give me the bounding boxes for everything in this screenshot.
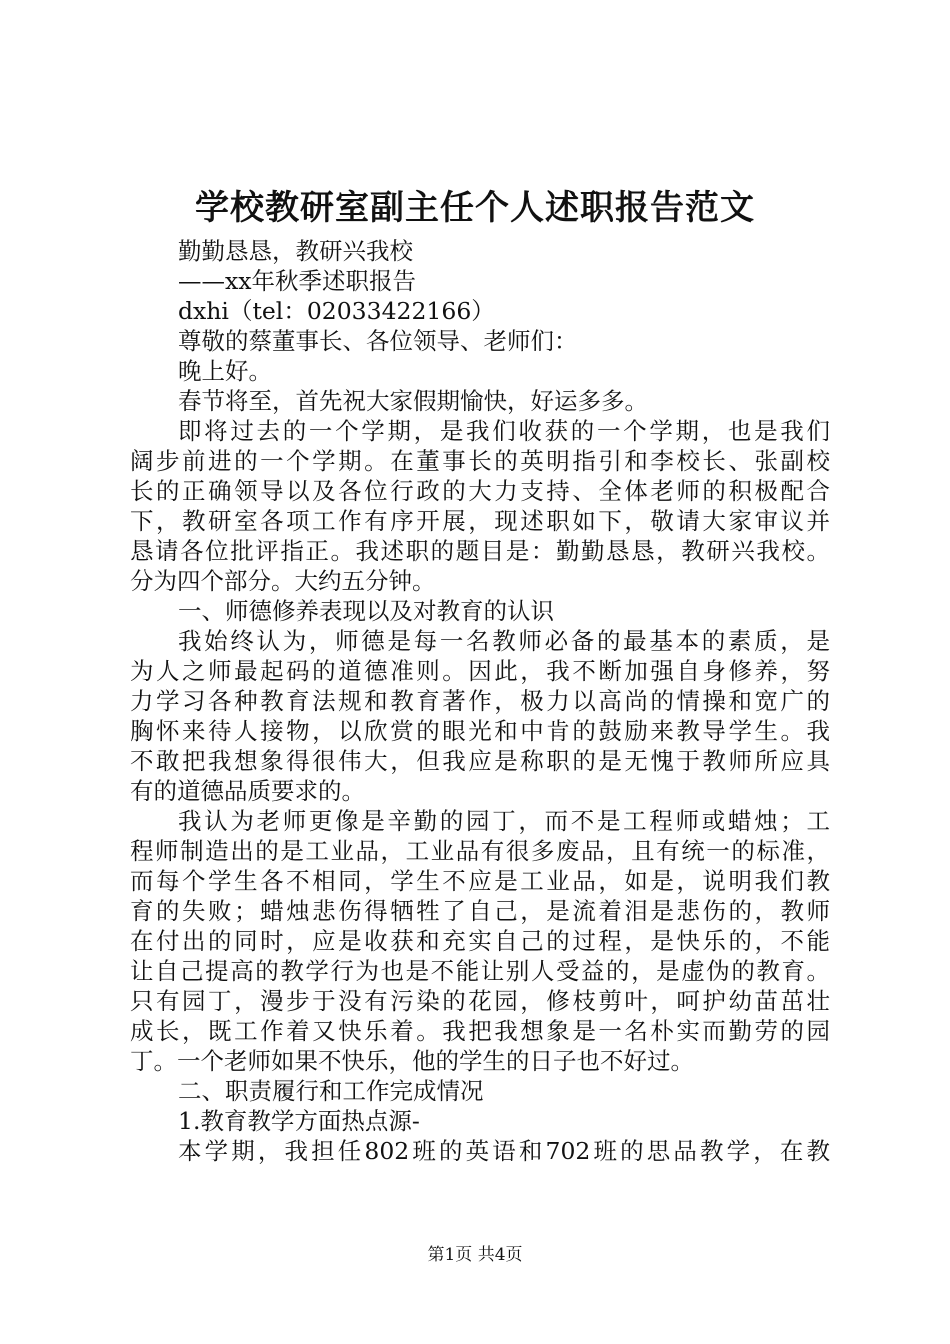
body-line: 而每个学生各不相同，学生不应是工业品，如是，说明我们教 [130,867,830,895]
body-line: 在付出的同时，应是收获和充实自己的过程，是快乐的，不能 [130,927,830,955]
body-line: 育的失败；蜡烛悲伤得牺牲了自己，是流着泪是悲伤的，教师 [130,897,830,925]
body-line: 我认为老师更像是辛勤的园丁，而不是工程师或蜡烛；工 [178,807,830,835]
body-line: 二、职责履行和工作完成情况 [178,1077,484,1105]
body-line: 长的正确领导以及各位行政的大力支持、全体老师的积极配合 [130,477,830,505]
body-line: ——xx年秋季述职报告 [178,267,417,295]
body-line: 成长，既工作着又快乐着。我把我想象是一名朴实而勤劳的园 [130,1017,830,1045]
body-line: dxhi（tel：02033422166） [178,297,495,325]
page-footer: 第1页 共4页 [427,1245,523,1265]
body-line: 1.教育教学方面热点源- [178,1107,420,1135]
body-line: 本学期，我担任802班的英语和702班的思品教学，在教 [178,1137,830,1165]
document-title: 学校教研室副主任个人述职报告范文 [195,188,755,228]
body-line: 不敢把我想象得很伟大，但我应是称职的是无愧于教师所应具 [130,747,830,775]
body-line: 分为四个部分。大约五分钟。 [130,567,436,595]
body-line: 阔步前进的一个学期。在董事长的英明指引和李校长、张副校 [130,447,830,475]
body-line: 恳请各位批评指正。我述职的题目是：勤勤恳恳，教研兴我校。 [130,537,830,565]
body-line: 即将过去的一个学期，是我们收获的一个学期，也是我们 [178,417,830,445]
body-line: 春节将至，首先祝大家假期愉快，好运多多。 [178,387,648,415]
body-line: 下，教研室各项工作有序开展，现述职如下，敬请大家审议并 [130,507,830,535]
body-line: 有的道德品质要求的。 [130,777,365,805]
body-line: 胸怀来待人接物，以欣赏的眼光和中肯的鼓励来教导学生。我 [130,717,830,745]
body-line: 尊敬的蔡董事长、各位领导、老师们： [178,327,578,355]
body-line: 为人之师最起码的道德准则。因此，我不断加强自身修养，努 [130,657,830,685]
body-line: 只有园丁，漫步于没有污染的花园，修枝剪叶，呵护幼苗茁壮 [130,987,830,1015]
body-line: 让自己提高的教学行为也是不能让别人受益的，是虚伪的教育。 [130,957,830,985]
body-line: 勤勤恳恳，教研兴我校 [178,237,413,265]
body-line: 一、师德修养表现以及对教育的认识 [178,597,554,625]
body-line: 晚上好。 [178,357,272,385]
document-body [130,236,830,1166]
body-line: 我始终认为，师德是每一名教师必备的最基本的素质，是 [178,627,830,655]
body-line: 丁。一个老师如果不快乐，他的学生的日子也不好过。 [130,1047,694,1075]
body-line: 力学习各种教育法规和教育著作，极力以高尚的情操和宽广的 [130,687,830,715]
body-line: 程师制造出的是工业品，工业品有很多废品，且有统一的标准， [130,837,830,865]
